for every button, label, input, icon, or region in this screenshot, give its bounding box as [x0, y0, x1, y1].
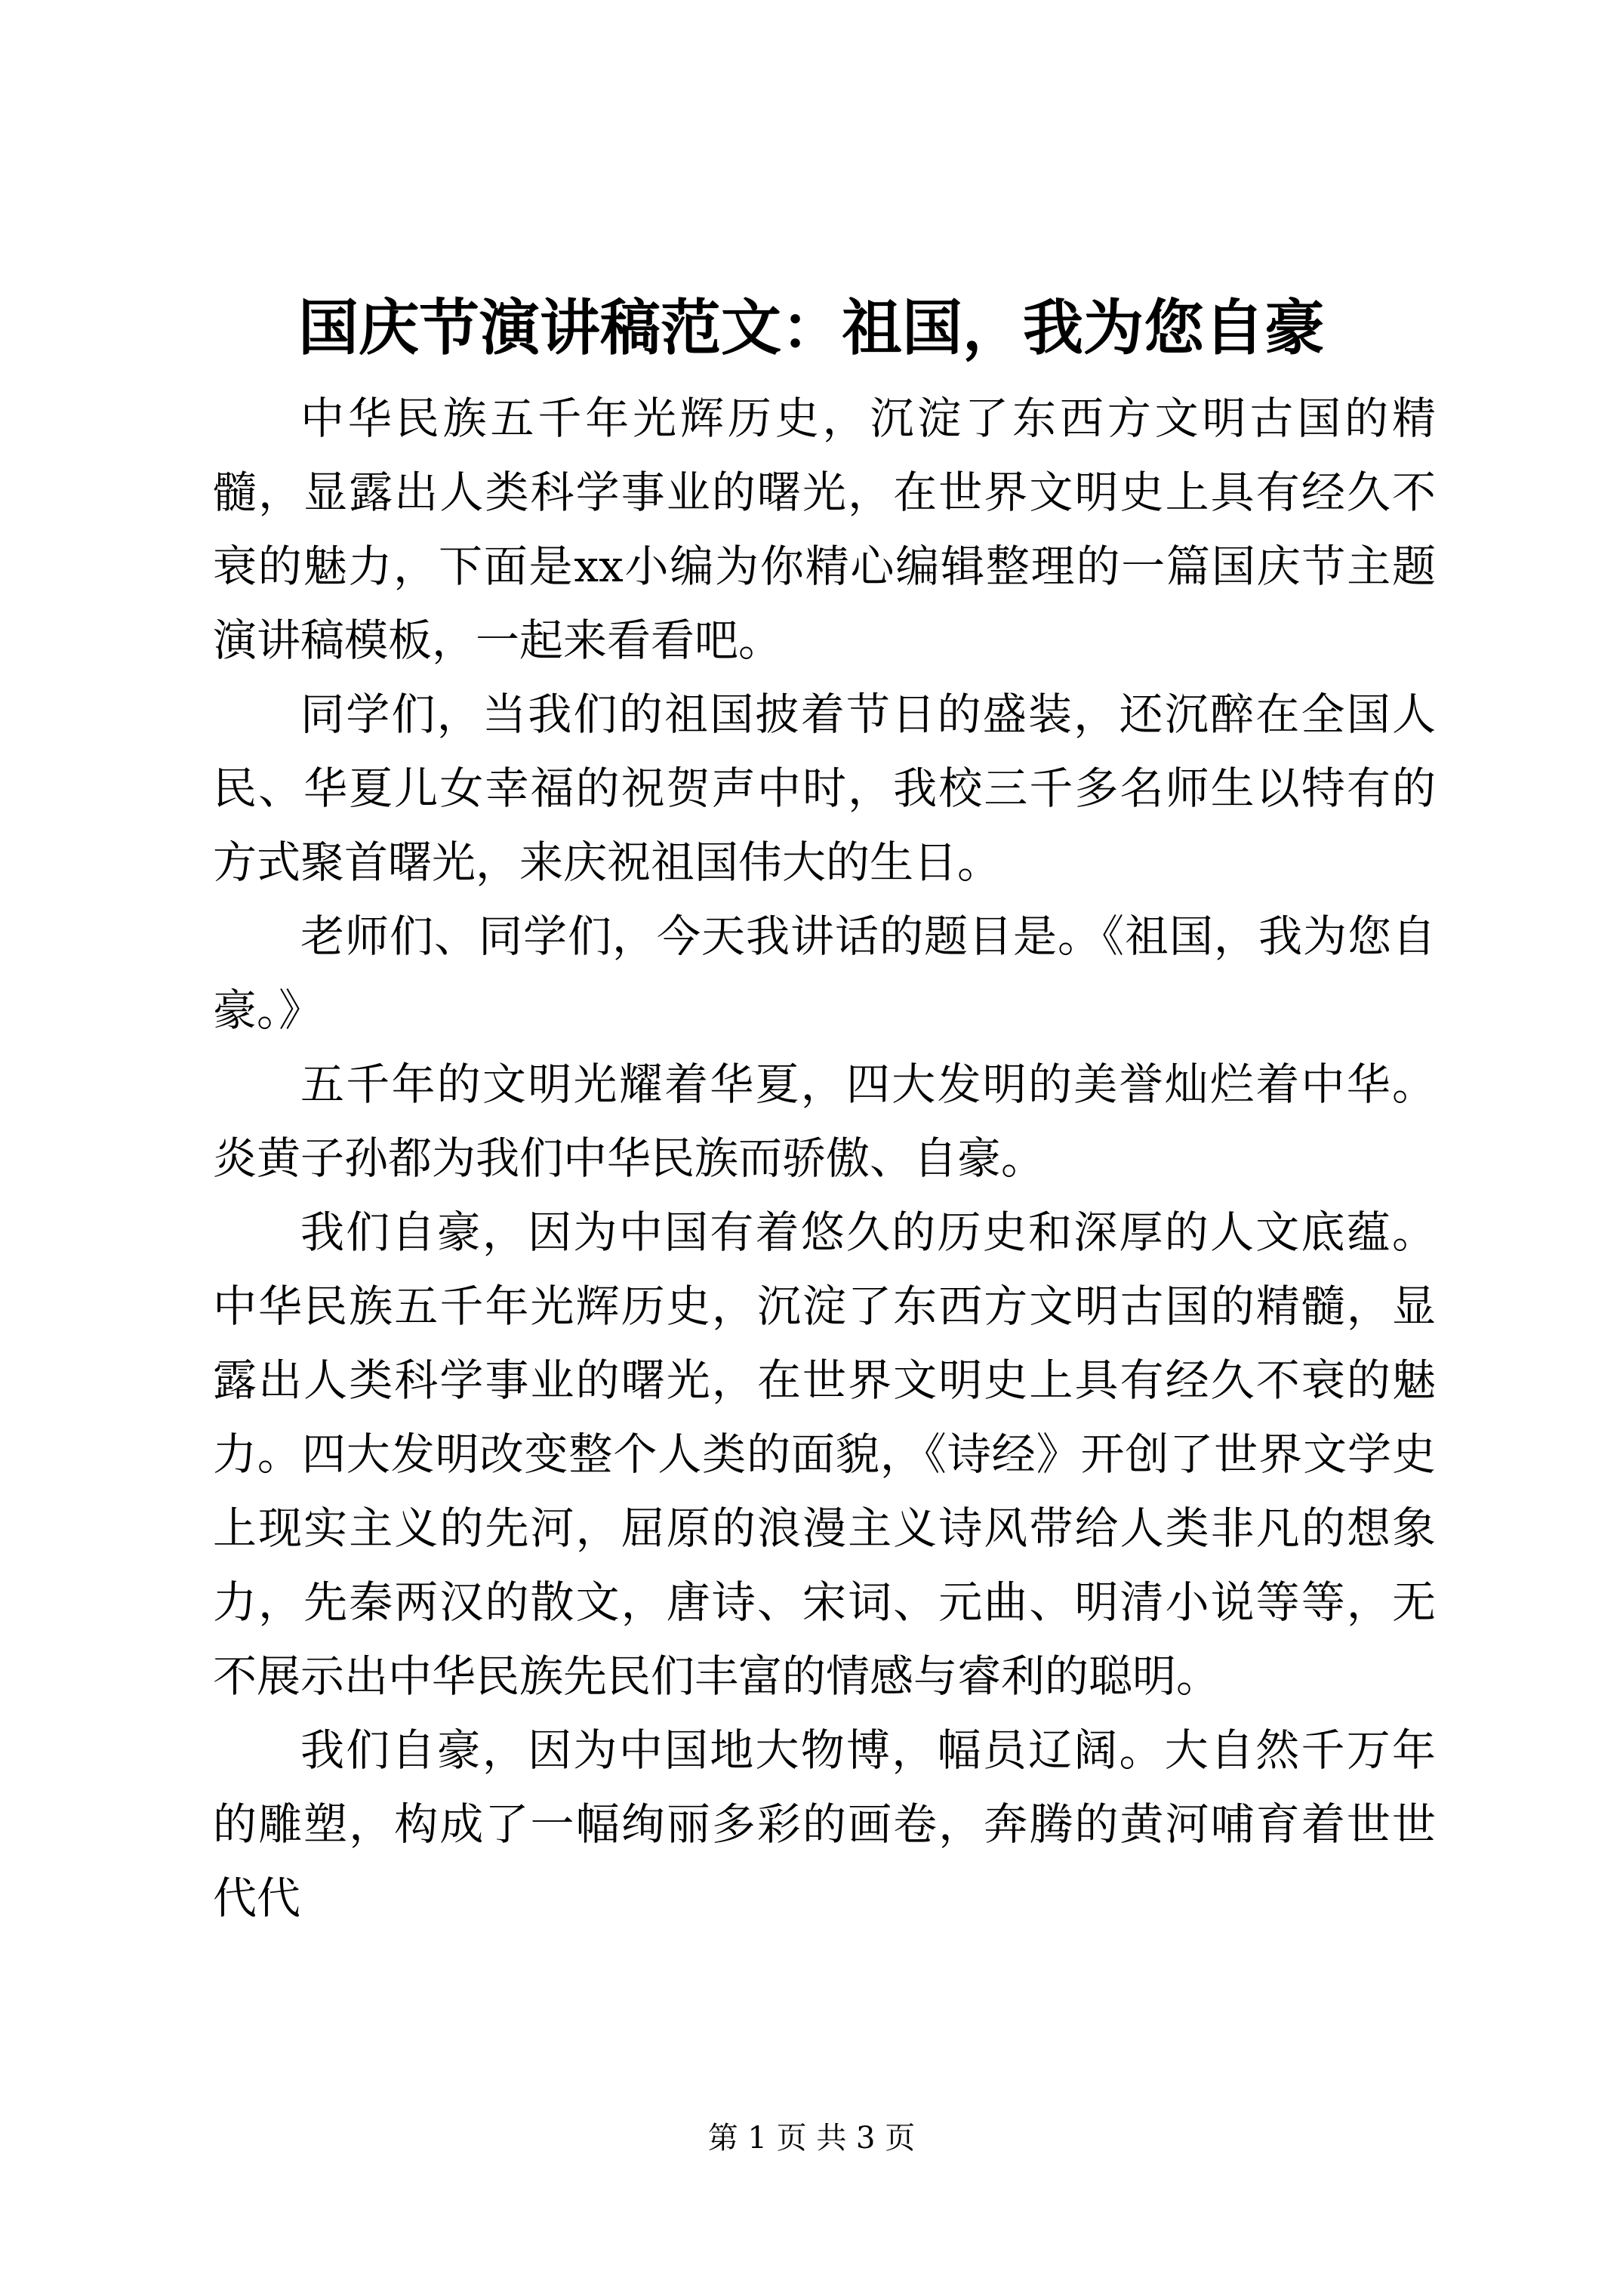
- paragraph-geography: 我们自豪，因为中国地大物博，幅员辽阔。大自然千万年的雕塑，构成了一幅绚丽多彩的画卷，奔腾的黄河哺育着世世代代: [213, 1724, 1436, 1924]
- document-title: 国庆节演讲稿范文：祖国，我为您自豪: [298, 292, 1325, 363]
- document-body: [213, 381, 1436, 1935]
- page-footer: 第 1 页 共 3 页: [707, 2121, 916, 2156]
- paragraph-civilization: 五千年的文明光耀着华夏，四大发明的美誉灿烂着中华。炎黄子孙都为我们中华民族而骄傲、自豪。: [213, 1059, 1436, 1184]
- paragraph-greeting: 同学们，当我们的祖国披着节日的盛装，还沉醉在全国人民、华夏儿女幸福的祝贺声中时，我校三千多名师生以特有的方式聚首曙光，来庆祝祖国伟大的生日。: [213, 689, 1436, 888]
- paragraph-topic: 老师们、同学们，今天我讲话的题目是。《祖国，我为您自豪。》: [213, 911, 1436, 1036]
- paragraph-intro: 中华民族五千年光辉历史，沉淀了东西方文明古国的精髓，显露出人类科学事业的曙光，在世界文明史上具有经久不衰的魅力，下面是xx小编为你精心编辑整理的一篇国庆节主题演讲稿模板，一起来看看吧。: [213, 393, 1436, 666]
- paragraph-history: 我们自豪，因为中国有着悠久的历史和深厚的人文底蕴。中华民族五千年光辉历史，沉淀了东西方文明古国的精髓，显露出人类科学事业的曙光，在世界文明史上具有经久不衰的魅力。四大发明改变整个人类的面貌，《诗经》开创了世界文学史上现实主义的先河，屈原的浪漫主义诗风带给人类非凡的想象力，先秦两汉的散文，唐诗、宋词、元曲、明清小说等等，无不展示出中华民族先民们丰富的情感与睿利的聪明。: [213, 1207, 1436, 1702]
